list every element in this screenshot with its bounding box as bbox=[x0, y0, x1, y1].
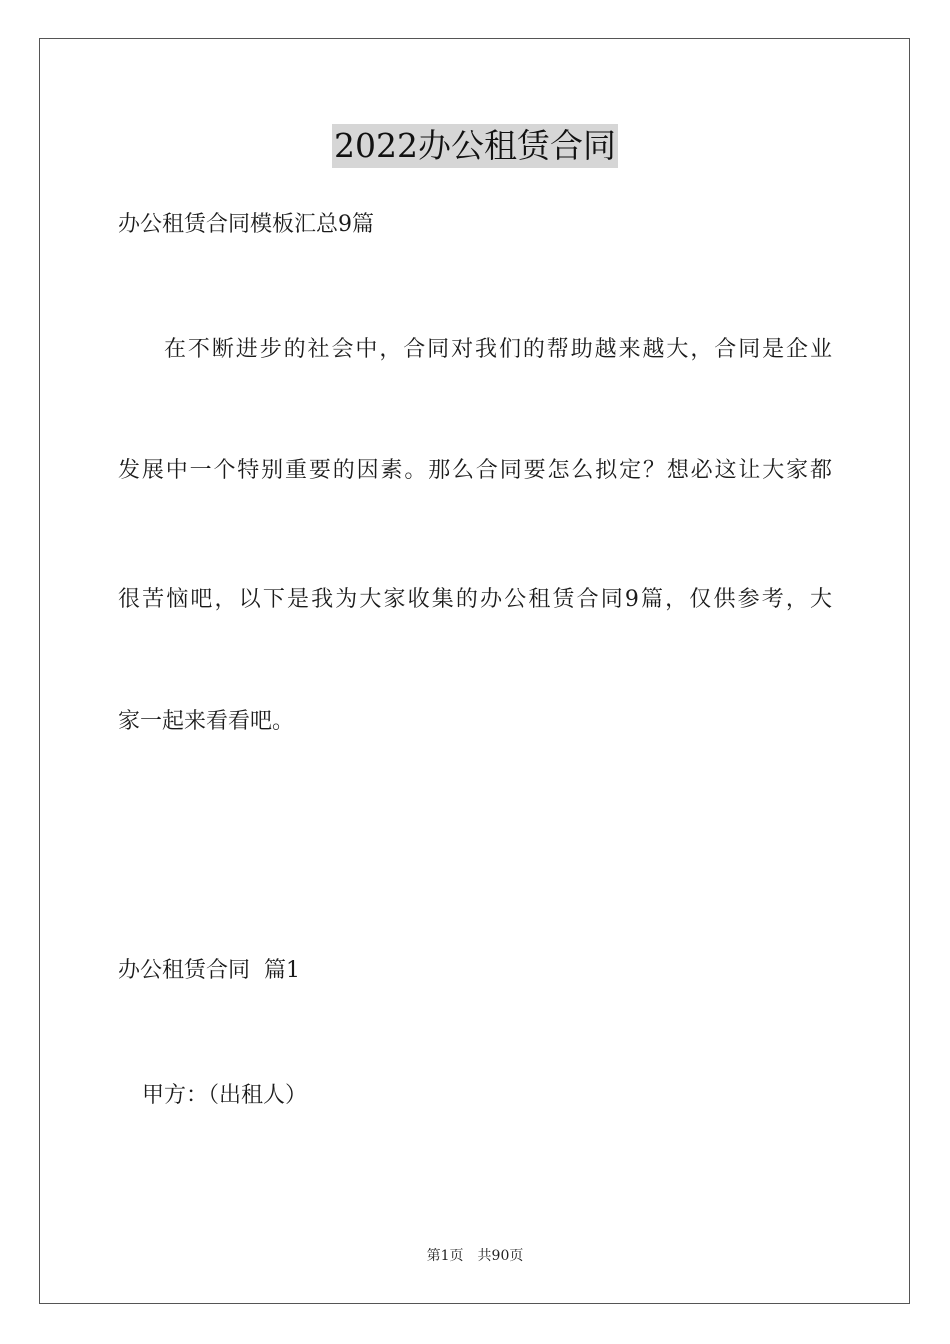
section-heading: 办公租赁合同 篇1 bbox=[118, 958, 300, 983]
page-total: 共90页 bbox=[477, 1248, 524, 1264]
document-title: 2022办公租赁合同 bbox=[332, 124, 618, 168]
title-container bbox=[0, 124, 950, 168]
party-a-line: 甲方：（出租人） bbox=[142, 1083, 308, 1108]
intro-line-3: 很苦恼吧，以下是我为大家收集的办公租赁合同9篇，仅供参考，大 bbox=[118, 587, 832, 612]
intro-line-2: 发展中一个特别重要的因素。那么合同要怎么拟定？想必这让大家都 bbox=[118, 458, 832, 483]
document-subtitle: 办公租赁合同模板汇总9篇 bbox=[118, 212, 374, 237]
page-footer bbox=[0, 1246, 950, 1266]
page-number: 第1页 bbox=[426, 1248, 464, 1264]
intro-line-1: 在不断进步的社会中，合同对我们的帮助越来越大，合同是企业 bbox=[164, 337, 832, 362]
intro-line-4: 家一起来看看吧。 bbox=[118, 709, 295, 734]
